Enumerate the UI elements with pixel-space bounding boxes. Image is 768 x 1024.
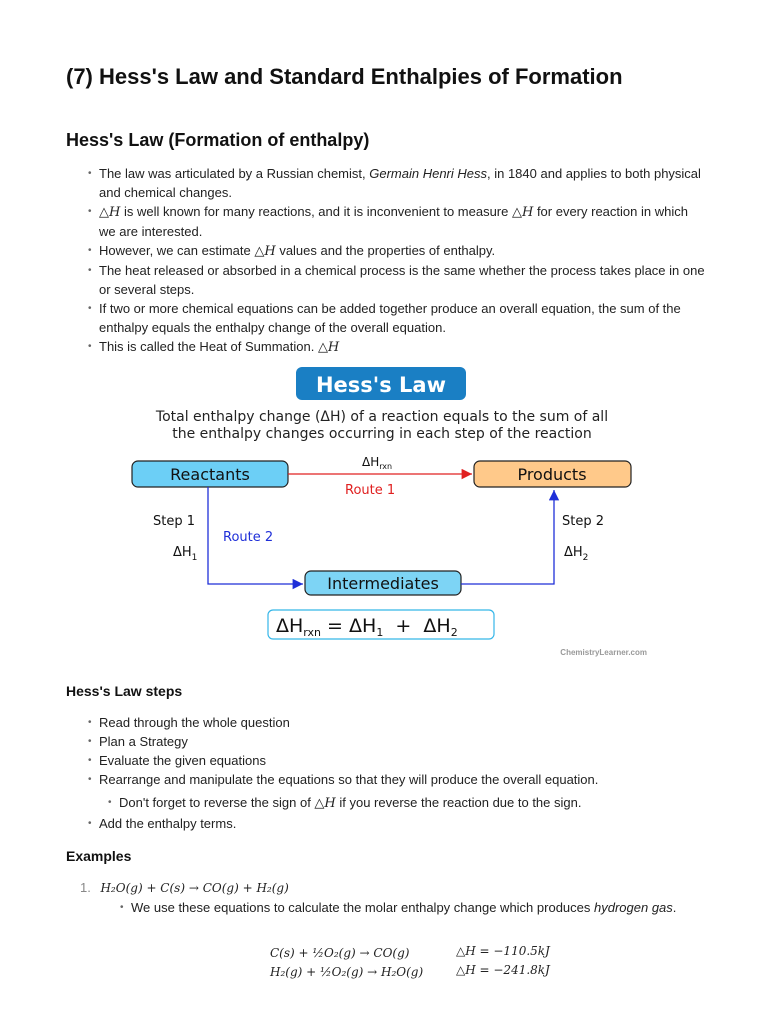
list-item: • Evaluate the given equations <box>88 751 708 770</box>
given-equation-2-reaction: H₂(g) + ½O₂(g) → H₂O(g) <box>270 965 424 979</box>
steps-list <box>88 713 708 789</box>
given-equation-2-enthalpy: △H = −241.8kJ <box>456 963 550 977</box>
route2-label: Route 2 <box>223 530 274 545</box>
list-item: • Don't forget to reverse the sign of △H if you reverse the reaction due to the sign. <box>108 793 708 813</box>
given-equation-1 <box>270 944 590 962</box>
example-equation: H₂O(g) + C(s) → CO(g) + H₂(g) <box>100 881 289 895</box>
summation-equation: $\Delta H_{rxn} = \Delta H_1 + \Delta H_2$ <box>276 615 458 639</box>
step1-label: Step 1 <box>153 514 196 529</box>
figure-title-badge <box>296 367 466 400</box>
steps-list-end <box>88 814 708 833</box>
example-number: 1. <box>80 880 91 895</box>
list-item: • Add the enthalpy terms. <box>88 814 708 833</box>
figure-caption-line2: the enthalpy changes occurring in each step of the reaction <box>172 426 592 442</box>
steps-heading: Hess's Law steps <box>66 683 183 699</box>
list-item: • Rearrange and manipulate the equations so that they will produce the overall equation. <box>88 770 708 789</box>
list-item: • We use these equations to calculate the molar enthalpy change which produces hydrogen gas. <box>120 898 700 917</box>
route2-arrow-out <box>461 490 554 584</box>
list-item: • However, we can estimate △H values and the properties of enthalpy. <box>88 241 708 261</box>
given-equation-1-reaction: C(s) + ½O₂(g) → CO(g) <box>270 946 410 960</box>
dh-rxn-label: $\Delta H_{rxn}$ <box>362 455 393 471</box>
given-equation-2 <box>270 963 590 981</box>
list-item: • Read through the whole question <box>88 713 708 732</box>
image-credit: ChemistryLearner.com <box>560 648 647 657</box>
list-item: • △H is well known for many reactions, and it is inconvenient to measure △H for every reaction in which we are interested. <box>88 202 708 241</box>
example-note-list <box>120 898 700 917</box>
list-item: • If two or more chemical equations can be added together produce an overall equation, the sum of the enthalpy equals the enthalpy change of the overall equation. <box>88 299 708 337</box>
given-equation-1-enthalpy: △H = −110.5kJ <box>456 944 550 958</box>
list-item: • Plan a Strategy <box>88 732 708 751</box>
hess-law-diagram <box>110 364 670 664</box>
products-label: Products <box>517 465 587 484</box>
section-heading-hess-law: Hess's Law (Formation of enthalpy) <box>66 130 370 150</box>
steps-sublist <box>108 793 708 813</box>
figure-caption-line1: Total enthalpy change (ΔH) of a reaction equals to the sum of all <box>155 409 609 425</box>
reactants-label: Reactants <box>170 465 250 484</box>
list-item: • The law was articulated by a Russian chemist, Germain Henri Hess, in 1840 and applies to both physical and chemical changes. <box>88 164 708 202</box>
examples-heading: Examples <box>66 848 132 864</box>
list-item: • The heat released or absorbed in a chemical process is the same whether the process takes place in one or several steps. <box>88 261 708 299</box>
dh1-label: $\Delta H_1$ <box>173 545 198 563</box>
page-title: (7) Hess's Law and Standard Enthalpies of Formation <box>66 64 623 89</box>
intro-bullet-list <box>88 164 708 357</box>
figure-title: Hess's Law <box>315 373 447 397</box>
example-1 <box>80 880 289 895</box>
dh2-label: $\Delta H_2$ <box>564 545 589 563</box>
intermediates-label: Intermediates <box>327 574 439 593</box>
list-item: • This is called the Heat of Summation. △H <box>88 337 708 357</box>
step2-label: Step 2 <box>562 514 605 529</box>
route1-label: Route 1 <box>345 483 396 498</box>
